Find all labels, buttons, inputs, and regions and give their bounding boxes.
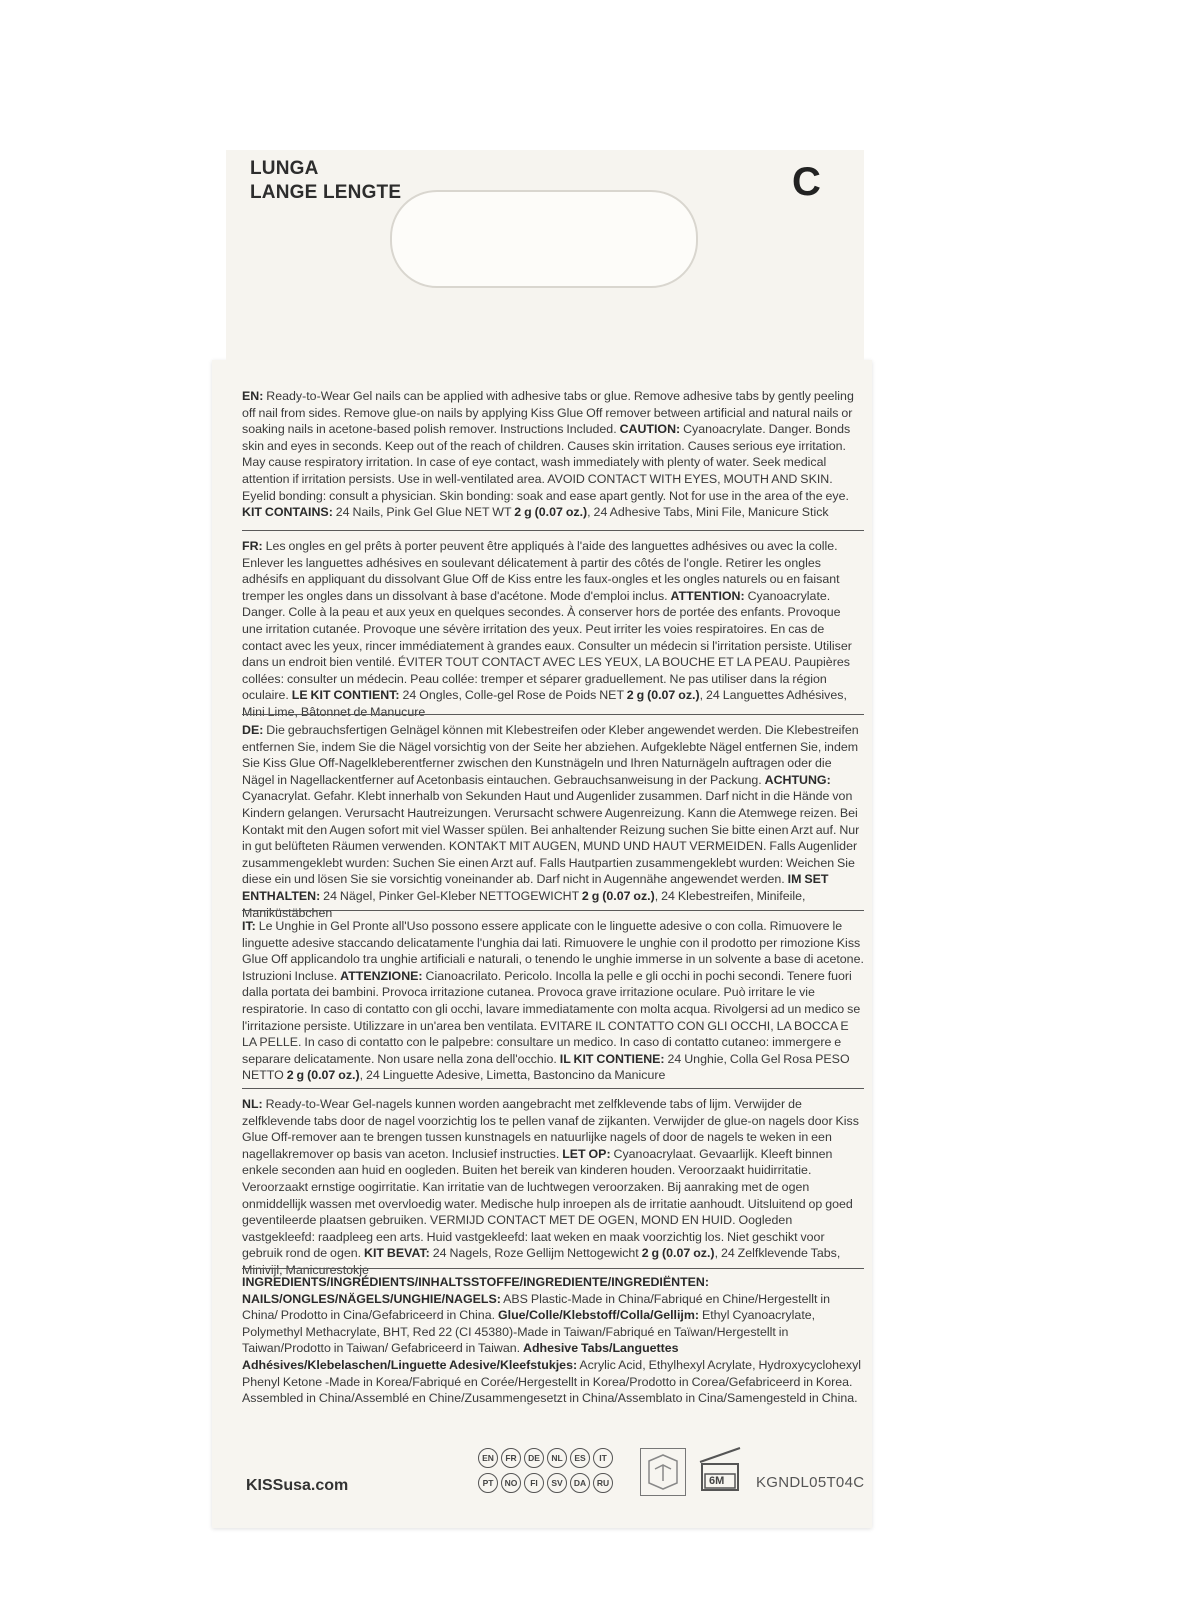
body-text: Les ongles en gel prêts à porter peuvent être appliqués à l'aide des languettes adhésives ou avec la colle. Enlever les languettes adhésives en soulevant délicatement à partir des côtés de l'ongle. Retirer les ongles adhésifs en appliquant du dissolvant Glue Off de Kiss entre les faux-ongles et les ongles naturels ou en faisant tremper les ongles dans un dissolvant à base d'acétone. Mode d'emploi inclus. (242, 539, 840, 603)
website-url: KISSusa.com (246, 1477, 349, 1494)
body-text: 24 Nagels, Roze Gellijm Nettogewicht (429, 1246, 642, 1261)
kit-label: IL KIT CONTIENE: (559, 1051, 665, 1066)
body-text: , 24 Zelfklevende Tabs, Minivijl, Manicurestokje (242, 1246, 841, 1277)
body-text: 24 Ongles, Colle-gel Rose de Poids NET (399, 688, 627, 703)
nails-label: NAILS/ONGLES/NÄGELS/UNGHIE/NAGELS: (242, 1291, 501, 1306)
lang-lead: IT: (242, 919, 256, 933)
lang-badge-icon: SV (547, 1473, 567, 1493)
section-it (242, 918, 864, 1084)
lang-badge-icon: FI (524, 1473, 544, 1493)
glue-label: Glue/Colle/Klebstoff/Colla/Gellijm: (497, 1308, 700, 1323)
section-en (242, 388, 864, 521)
net-weight: 2 g (0.07 oz.) (581, 888, 655, 903)
caution-label: LET OP: (562, 1146, 611, 1161)
body-text: 24 Unghie, Colla Gel Rosa PESO NETTO (242, 1051, 850, 1083)
lang-badge-icon: NO (501, 1473, 521, 1493)
body-text: 24 Nägel, Pinker Gel-Kleber NETTOGEWICHT (320, 888, 582, 903)
pao-label: 6M (709, 1475, 725, 1487)
kit-label: LE KIT CONTIENT: (291, 688, 400, 703)
lang-badge-icon: RU (593, 1473, 613, 1493)
section-fr (242, 538, 864, 721)
language-badges-row-2 (478, 1473, 613, 1493)
lang-lead: NL: (242, 1097, 263, 1111)
net-weight: 2 g (0.07 oz.) (626, 688, 700, 703)
lang-badge-icon: ES (570, 1448, 590, 1468)
batch-code: KGNDL05T04C (756, 1474, 865, 1491)
body-text: Cyanoacrylate. Danger. Bonds skin and eyes in seconds. Keep out of the reach of children. Causes skin irritation. Causes serious eye irritation. May cause respiratory irritation. In case of eye contact, wash immediately with plenty of water. Seek medical attention if irritation persists. Use in well-ventilated area. AVOID CONTACT WITH EYES, MOUTH AND SKIN. Eyelid bonding: consult a physician. Skin bonding: soak and ease apart gently. Not for use in the area of the eye. (242, 422, 851, 503)
hang-hole (390, 190, 698, 288)
lang-lead: EN: (242, 389, 264, 403)
body-text: Ethyl Cyanoacrylate, Polymethyl Methacrylate, BHT, Red 22 (CI 45380)-Made in Taiwan/Fabriqué en Taïwan/Hergestellt in Taiwan/Prodotto in Taiwan/ Gefabriceerd in Taiwan. (242, 1308, 816, 1356)
body-text: Ready-to-Wear Gel nails can be applied with adhesive tabs or glue. Remove adhesive tabs by gently peeling off nail from sides. Remove glue-on nails by applying Kiss Glue Off remover between artificial and natural nails or soaking nails in acetone-based polish remover. Instructions Included. (242, 389, 854, 437)
size-letter: C (792, 160, 821, 204)
recycle-symbol-icon (640, 1448, 686, 1496)
body-text: Die gebrauchsfertigen Gelnägel können mit Klebestreifen oder Kleber angewendet werden. Die Klebestreifen entfernen Sie, indem Sie die Nägel vorsichtig von der Seite her abziehen. Aufgeklebte Nägel entfernen Sie, indem Sie Kiss Glue Off-Nagelkleberentferner zwischen den Kunstnägeln und Ihren Naturnägeln auftragen oder die Nägel in Nagellackentferner auf Acetonbasis eintauchen. Gebrauchsanweisung in der Packung. (242, 723, 859, 787)
language-badges-row-1 (478, 1448, 613, 1468)
caution-label: CAUTION: (619, 422, 681, 437)
body-text: , 24 Klebestreifen, Minifeile, Maniküstäbchen (242, 888, 806, 920)
body-text: ABS Plastic-Made in China/Fabriqué en Chine/Hergestellt in China/ Prodotto in Cina/Gefabriceerd in China. (242, 1291, 830, 1323)
section-divider (242, 1268, 864, 1269)
section-divider (242, 530, 864, 531)
lang-lead: FR: (242, 539, 263, 553)
body-text: Cyanoacrylate. Danger. Colle à la peau et aux yeux en quelques secondes. À conserver hors de portée des enfants. Provoque une irritation cutanée. Provoque une sévère irritation des yeux. Peut irriter les voies respiratoires. En cas de contact avec les yeux, rincer immédiatement à grandes eaux. Consulter un médecin si l'irritation persiste. Utiliser dans un endroit bien ventilé. ÉVITER TOUT CONTACT AVEC LES YEUX, LA BOUCHE ET LA PEAU. Paupières collées: consulter un médecin. Peau collée: tremper et séparer graduellement. Ne pas utiliser dans la région oculaire. (242, 588, 852, 703)
body-text: Cyanoacrylaat. Gevaarlijk. Kleeft binnen enkele seconden aan huid en oogleden. Buiten het bereik van kinderen houden. Veroorzaakt huidirritatie. Veroorzaakt ernstige oogirritatie. Kan irritatie van de luchtwegen veroorzaken. Bij aanraking met de ogen onmiddellijk wassen met overvloedig water. Medische hulp inroepen als de irritatie aanhoudt. Uitsluitend op goed geventileerde plaatsen gebruiken. VERMIJD CONTACT MET DE OGEN, MOND EN HUID. Oogleden vastgekleefd: raadpleeg een arts. Huid vastgekleefd: laat weken en maak voorzichtig los. Niet geschikt voor gebruik rond de ogen. (242, 1146, 853, 1261)
caution-label: ATTENTION: (670, 588, 745, 603)
section-divider (242, 714, 864, 715)
section-de (242, 722, 864, 921)
tabs-label: Adhesive Tabs/Languettes Adhésives/Klebelaschen/Linguette Adesive/Kleefstukjes: (242, 1341, 679, 1372)
body-text: Le Unghie in Gel Pronte all'Uso possono essere applicate con le linguette adesive o con colla. Rimuovere le linguette adesive staccando delicatamente l'unghia dai lati. Rimuovere le unghie con il prodotto per rimozione Kiss Glue Off applicandolo tra unghie artificiali e naturali, o tenendo le unghie immerse in un solvente a base di acetone. Istruzioni Incluse. (242, 919, 864, 983)
kit-label: KIT CONTAINS: (242, 505, 333, 520)
body-text: Cyanacrylat. Gefahr. Klebt innerhalb von Sekunden Haut und Augenlider zusammen. Darf nicht in die Hände von Kindern gelangen. Verursacht Hautreizungen. Verursacht schwere Augenreizung. Kann die Atemwege reizen. Bei Kontakt mit den Augen sofort mit viel Wasser spülen. Bei anhaltender Reizung suchen Sie bitte einen Arzt auf. Nur in gut belüfteten Räumen verwenden. KONTAKT MIT AUGEN, MUND UND HAUT VERMEIDEN. Falls Augenlider zusammengeklebt wurden: Suchen Sie einen Arzt auf. Falls Hautpartien zusammengeklebt wurden: Weichen Sie diese ein und lösen Sie sie vorsichtig voneinander ab. Darf nicht in Augennähe angewendet werden. (242, 789, 860, 887)
lang-badge-icon: PT (478, 1473, 498, 1493)
body-text: , 24 Linguette Adesive, Limetta, Bastoncino da Manicure (359, 1068, 666, 1083)
section-ingredients (242, 1274, 864, 1407)
ingredients-heading: INGREDIENTS/INGRÉDIENTS/INHALTSSTOFFE/INGREDIENTE/INGREDIËNTEN: (242, 1275, 709, 1289)
length-label-nl: LANGE LENGTE (250, 182, 402, 203)
lang-badge-icon: NL (547, 1448, 567, 1468)
caution-label: ATTENZIONE: (340, 968, 423, 983)
kit-label: IM SET ENTHALTEN: (242, 872, 829, 903)
lang-badge-icon: DA (570, 1473, 590, 1493)
caution-label: ACHTUNG: (764, 772, 831, 787)
body-text: Ready-to-Wear Gel-nagels kunnen worden aangebracht met zelfklevende tabs of lijm. Verwijder de zelfklevende tabs door de nagel voorzichtig los te pellen vanaf de zijkanten. Verwijder de glue-on nagels door Kiss Glue Off-remover aan te brengen tussen kunstnagels en natuurlijke nagels of door de nagels te weken in een nagellakremover op basis van aceton. Inclusief instructies. (242, 1097, 859, 1161)
body-text: , 24 Languettes Adhésives, Mini Lime, Bâtonnet de Manucure (242, 688, 847, 719)
section-nl (242, 1096, 864, 1279)
section-divider (242, 1088, 864, 1089)
lang-badge-icon: EN (478, 1448, 498, 1468)
net-weight: 2 g (0.07 oz.) (641, 1246, 715, 1261)
lang-badge-icon: DE (524, 1448, 544, 1468)
period-after-opening-icon (696, 1440, 744, 1496)
body-text: Acrylic Acid, Ethylhexyl Acrylate, Hydroxycyclohexyl Phenyl Ketone -Made in Korea/Fabriqué en Corée/Hergestellt in Korea/Prodotto in Corea/Gefabriceerd in Korea. Assembled in China/Assemblé en Chine/Zusammengesetzt in China/Assemblato in Cina/Samengesteld in China. (242, 1357, 862, 1406)
lang-lead: DE: (242, 723, 264, 737)
net-weight: 2 g (0.07 oz.) (286, 1068, 360, 1083)
body-text: 24 Nails, Pink Gel Glue NET WT (332, 505, 515, 520)
length-label-it: LUNGA (250, 158, 319, 179)
section-divider (242, 910, 864, 911)
net-weight: 2 g (0.07 oz.) (514, 505, 588, 520)
lang-badge-icon: FR (501, 1448, 521, 1468)
body-text: Cianoacrilato. Pericolo. Incolla la pelle e gli occhi in pochi secondi. Tenere fuori dalla portata dei bambini. Provoca irritazione cutanea. Provoca grave irritazione oculare. Può irritare le vie respiratorie. In caso di contatto con gli occhi, lavare immediatamente con molta acqua. Rivolgersi ad un medico se l'irritazione persiste. Utilizzare in un'area ben ventilata. EVITARE IL CONTATTO CON GLI OCCHI, LA BOCCA E LA PELLE. In caso di contatto con le palpebre: consultare un medico. In caso di contatto cutaneo: immergere e separare delicatamente. Non usare nella zona dell'occhio. (242, 968, 861, 1066)
kit-label: KIT BEVAT: (364, 1246, 430, 1261)
body-text: , 24 Adhesive Tabs, Mini File, Manicure Stick (587, 505, 829, 520)
lang-badge-icon: IT (593, 1448, 613, 1468)
